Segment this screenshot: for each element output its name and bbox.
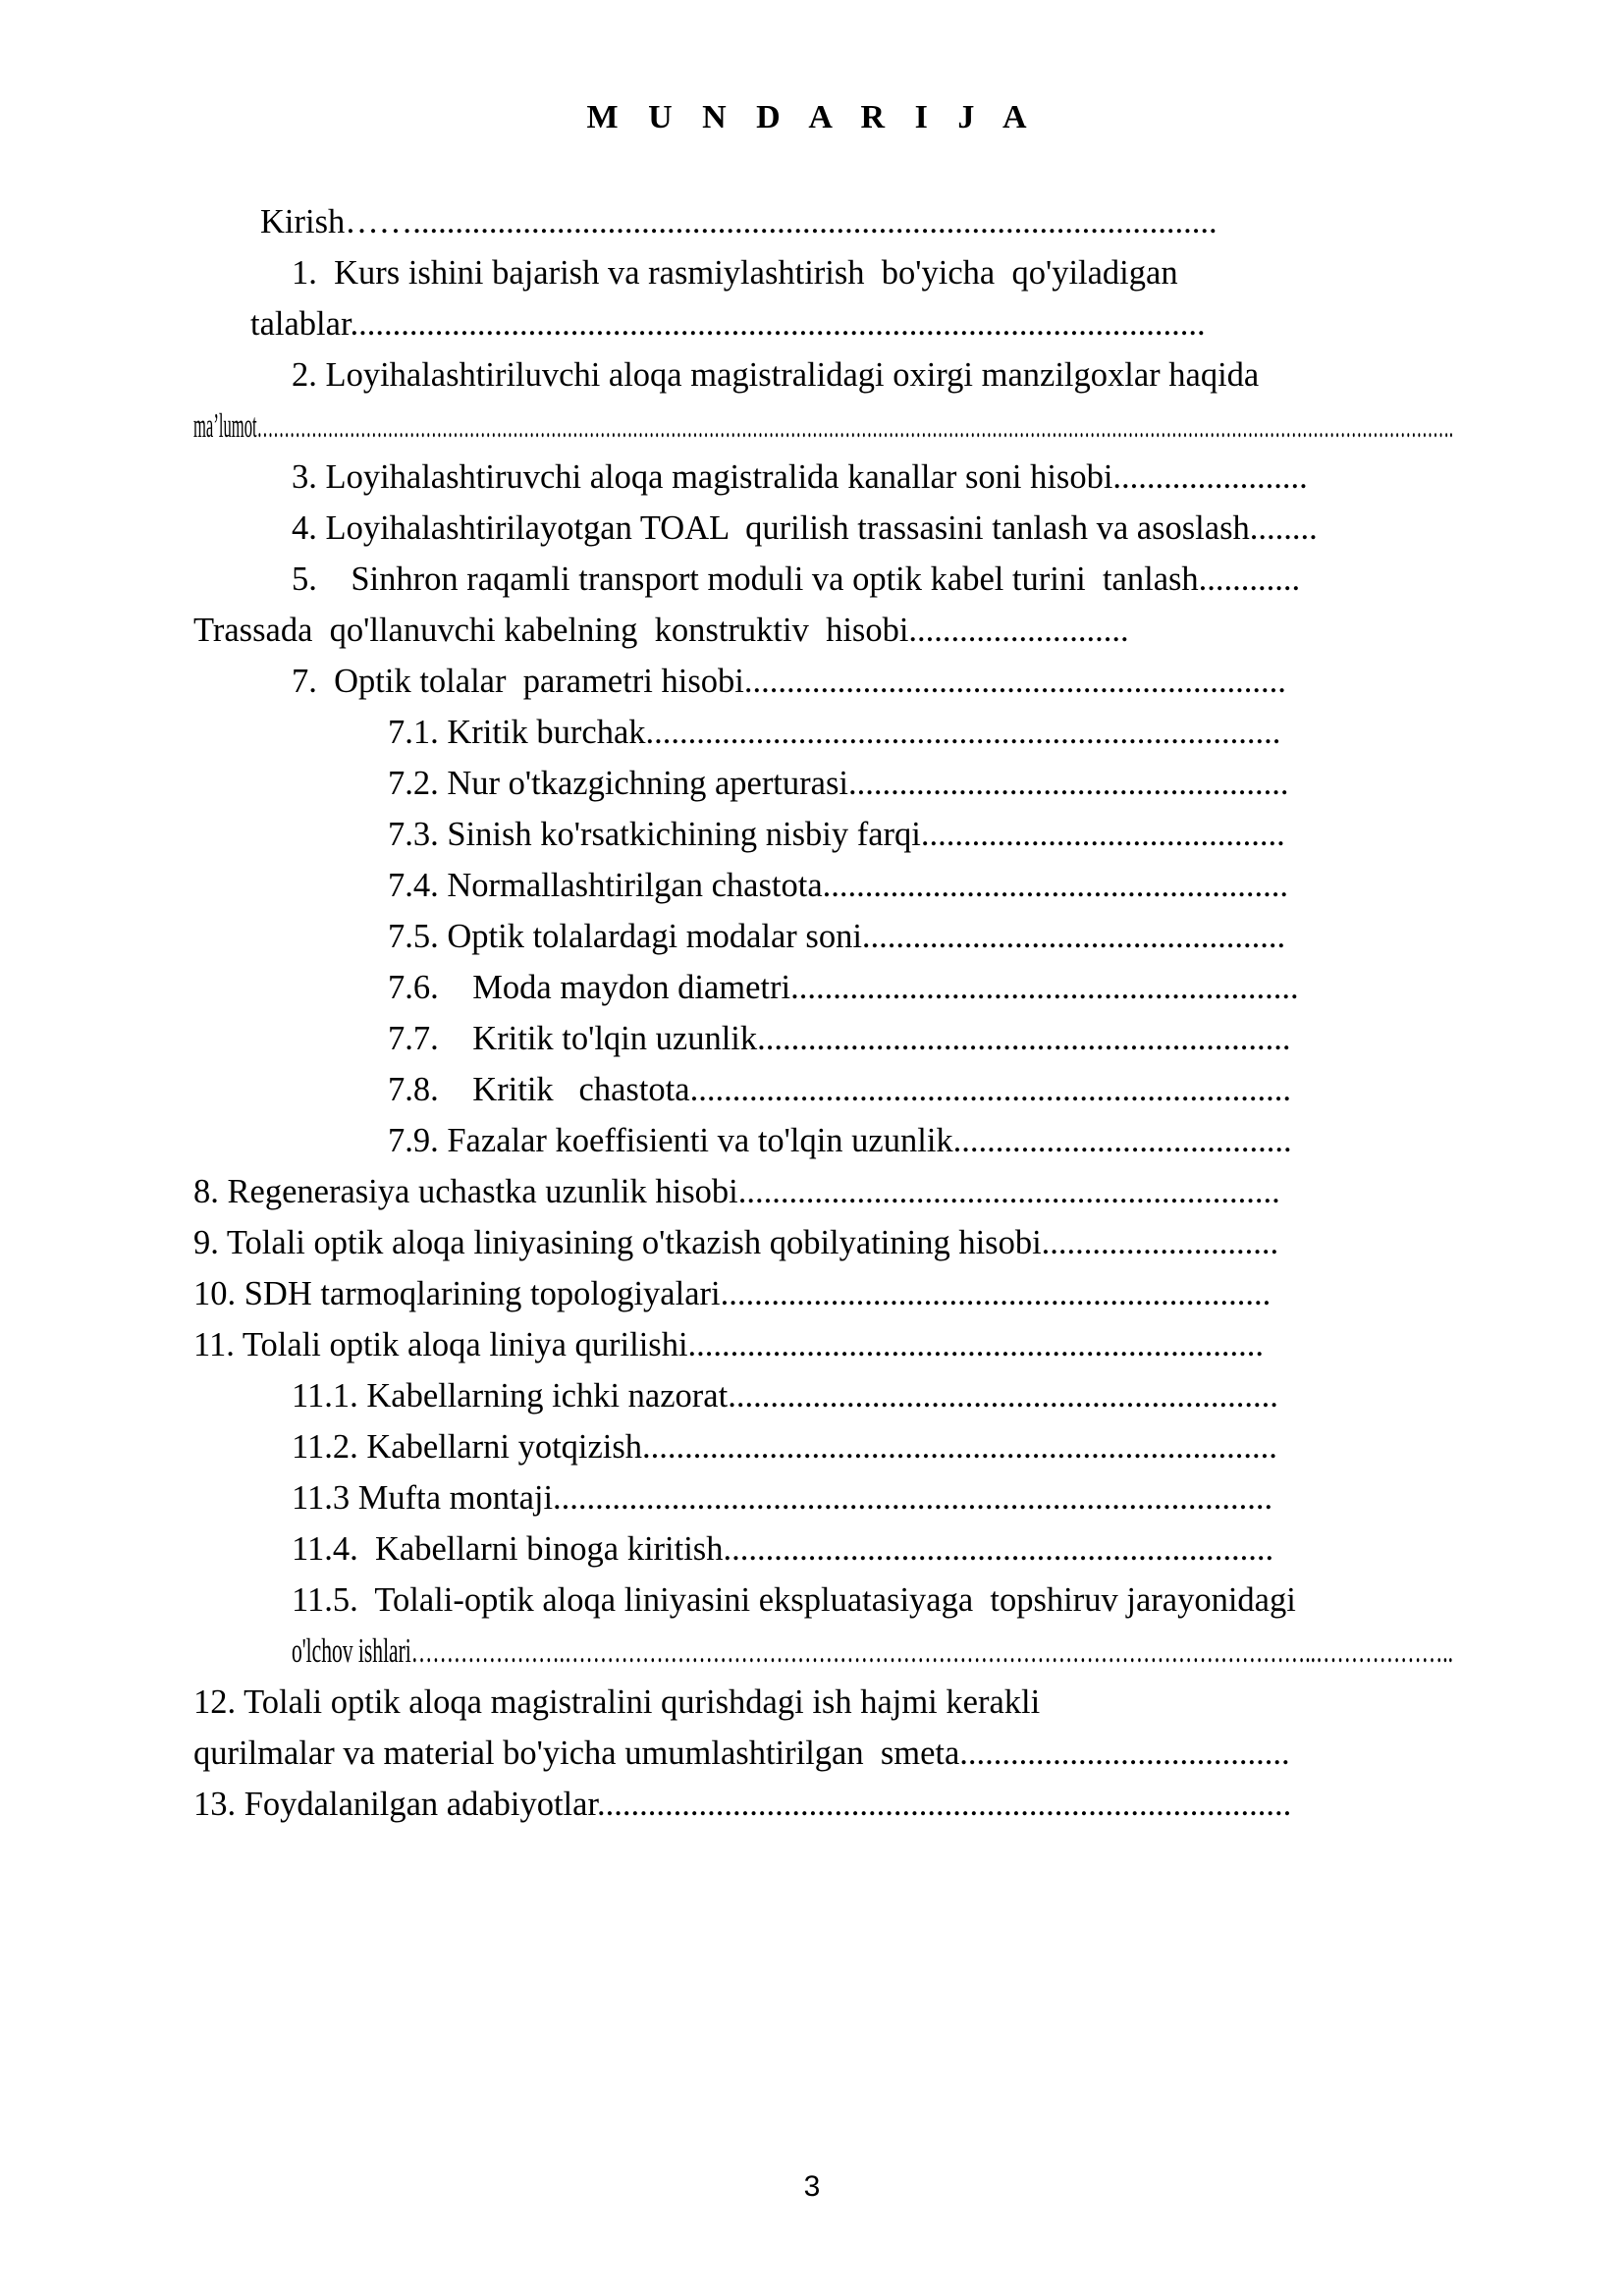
toc-entry-7-5: 7.5. Optik tolalardagi modalar soni..................................................	[388, 918, 1286, 955]
toc-entry-7-2: 7.2. Nur o'tkazgichning aperturasi....................................................	[388, 765, 1289, 802]
toc-entry-11: 11. Tolali optik aloqa liniya qurilishi....................................................................	[193, 1326, 1265, 1363]
toc-entry-7-9: 7.9. Fazalar koeffisienti va to'lqin uzunlik........................................	[388, 1122, 1292, 1159]
toc-entry-11-1: 11.1. Kabellarning ichki nazorat.................................................................	[292, 1377, 1278, 1415]
toc-entry-7-7: 7.7. Kritik to'lqin uzunlik...............................................................	[388, 1020, 1291, 1057]
toc-entry-7-4: 7.4. Normallashtirilgan chastota.......................................................	[388, 867, 1289, 904]
toc-entry-11-2: 11.2. Kabellarni yotqizish...........................................................................	[292, 1428, 1277, 1466]
toc-entry-9: 9. Tolali optik aloqa liniyasining o'tkazish qobilyatining hisobi............................	[193, 1224, 1279, 1261]
toc-entry-7-6: 7.6. Moda maydon diametri............................................................	[388, 969, 1299, 1006]
toc-entry-7: 7. Optik tolalar parametri hisobi................................................................	[292, 663, 1286, 700]
toc-entry-8: 8. Regenerasiya uchastka uzunlik hisobi................................................................	[193, 1173, 1280, 1210]
toc-entry-11-5: 11.5. Tolali-optik aloqa liniyasini ekspluatasiyaga topshiruv jarayonidagi	[292, 1581, 1296, 1619]
toc-entry-7-3: 7.3. Sinish ko'rsatkichining nisbiy farqi...........................................	[388, 816, 1285, 853]
toc-entry-1-cont: talablar.....................................................................................................	[250, 305, 1206, 343]
toc-entry-4: 4. Loyihalashtirilayotgan TOAL qurilish trassasini tanlash va asoslash........	[292, 509, 1318, 547]
toc-entry-12: 12. Tolali optik aloqa magistralini qurishdagi ish hajmi kerakli	[193, 1683, 1041, 1721]
toc-entry-1: 1. Kurs ishini bajarish va rasmiylashtirish bo'yicha qo'yiladigan	[292, 254, 1178, 292]
toc-entry-13: 13. Foydalanilgan adabiyotlar..................................................................................	[193, 1786, 1292, 1823]
toc-entry-3: 3. Loyihalashtiruvchi aloqa magistralida kanallar soni hisobi.......................	[292, 458, 1308, 496]
toc-entry-2-cont: ma’lumot………………………………………………………………………………………………………………………………………………………………………………………………….	[193, 407, 1454, 445]
toc-entry-kirish: Kirish……...............................................................................................	[260, 203, 1218, 240]
toc-entry-5: 5. Sinhron raqamli transport moduli va optik kabel turini tanlash............	[292, 561, 1301, 598]
toc-entry-11-4: 11.4. Kabellarni binoga kiritish.................................................................	[292, 1530, 1274, 1568]
toc-entry-11-3: 11.3 Mufta montaji.....................................................................................	[292, 1479, 1273, 1517]
toc-entry-7-1: 7.1. Kritik burchak...........................................................................	[388, 714, 1281, 751]
toc-entry-2: 2. Loyihalashtiriluvchi aloqa magistralidagi oxirgi manzilgoxlar haqida	[292, 356, 1260, 394]
toc-entry-6: Trassada qo'llanuvchi kabelning konstruktiv hisobi..........................	[193, 612, 1129, 649]
page-title: M U N D A R I J A	[586, 99, 1038, 135]
toc-entry-10: 10. SDH tarmoqlarining topologiyalari.................................................................	[193, 1275, 1272, 1312]
toc-entry-12-cont: qurilmalar va material bo'yicha umumlashtirilgan smeta.......................................	[193, 1735, 1290, 1772]
toc-entry-11-5-cont: o'lchov ishlari………………….……………………………………………………………………………………………..………………..	[292, 1632, 1454, 1670]
toc-entry-7-8: 7.8. Kritik chastota.......................................................................	[388, 1071, 1291, 1108]
page-number: 3	[803, 2170, 821, 2203]
